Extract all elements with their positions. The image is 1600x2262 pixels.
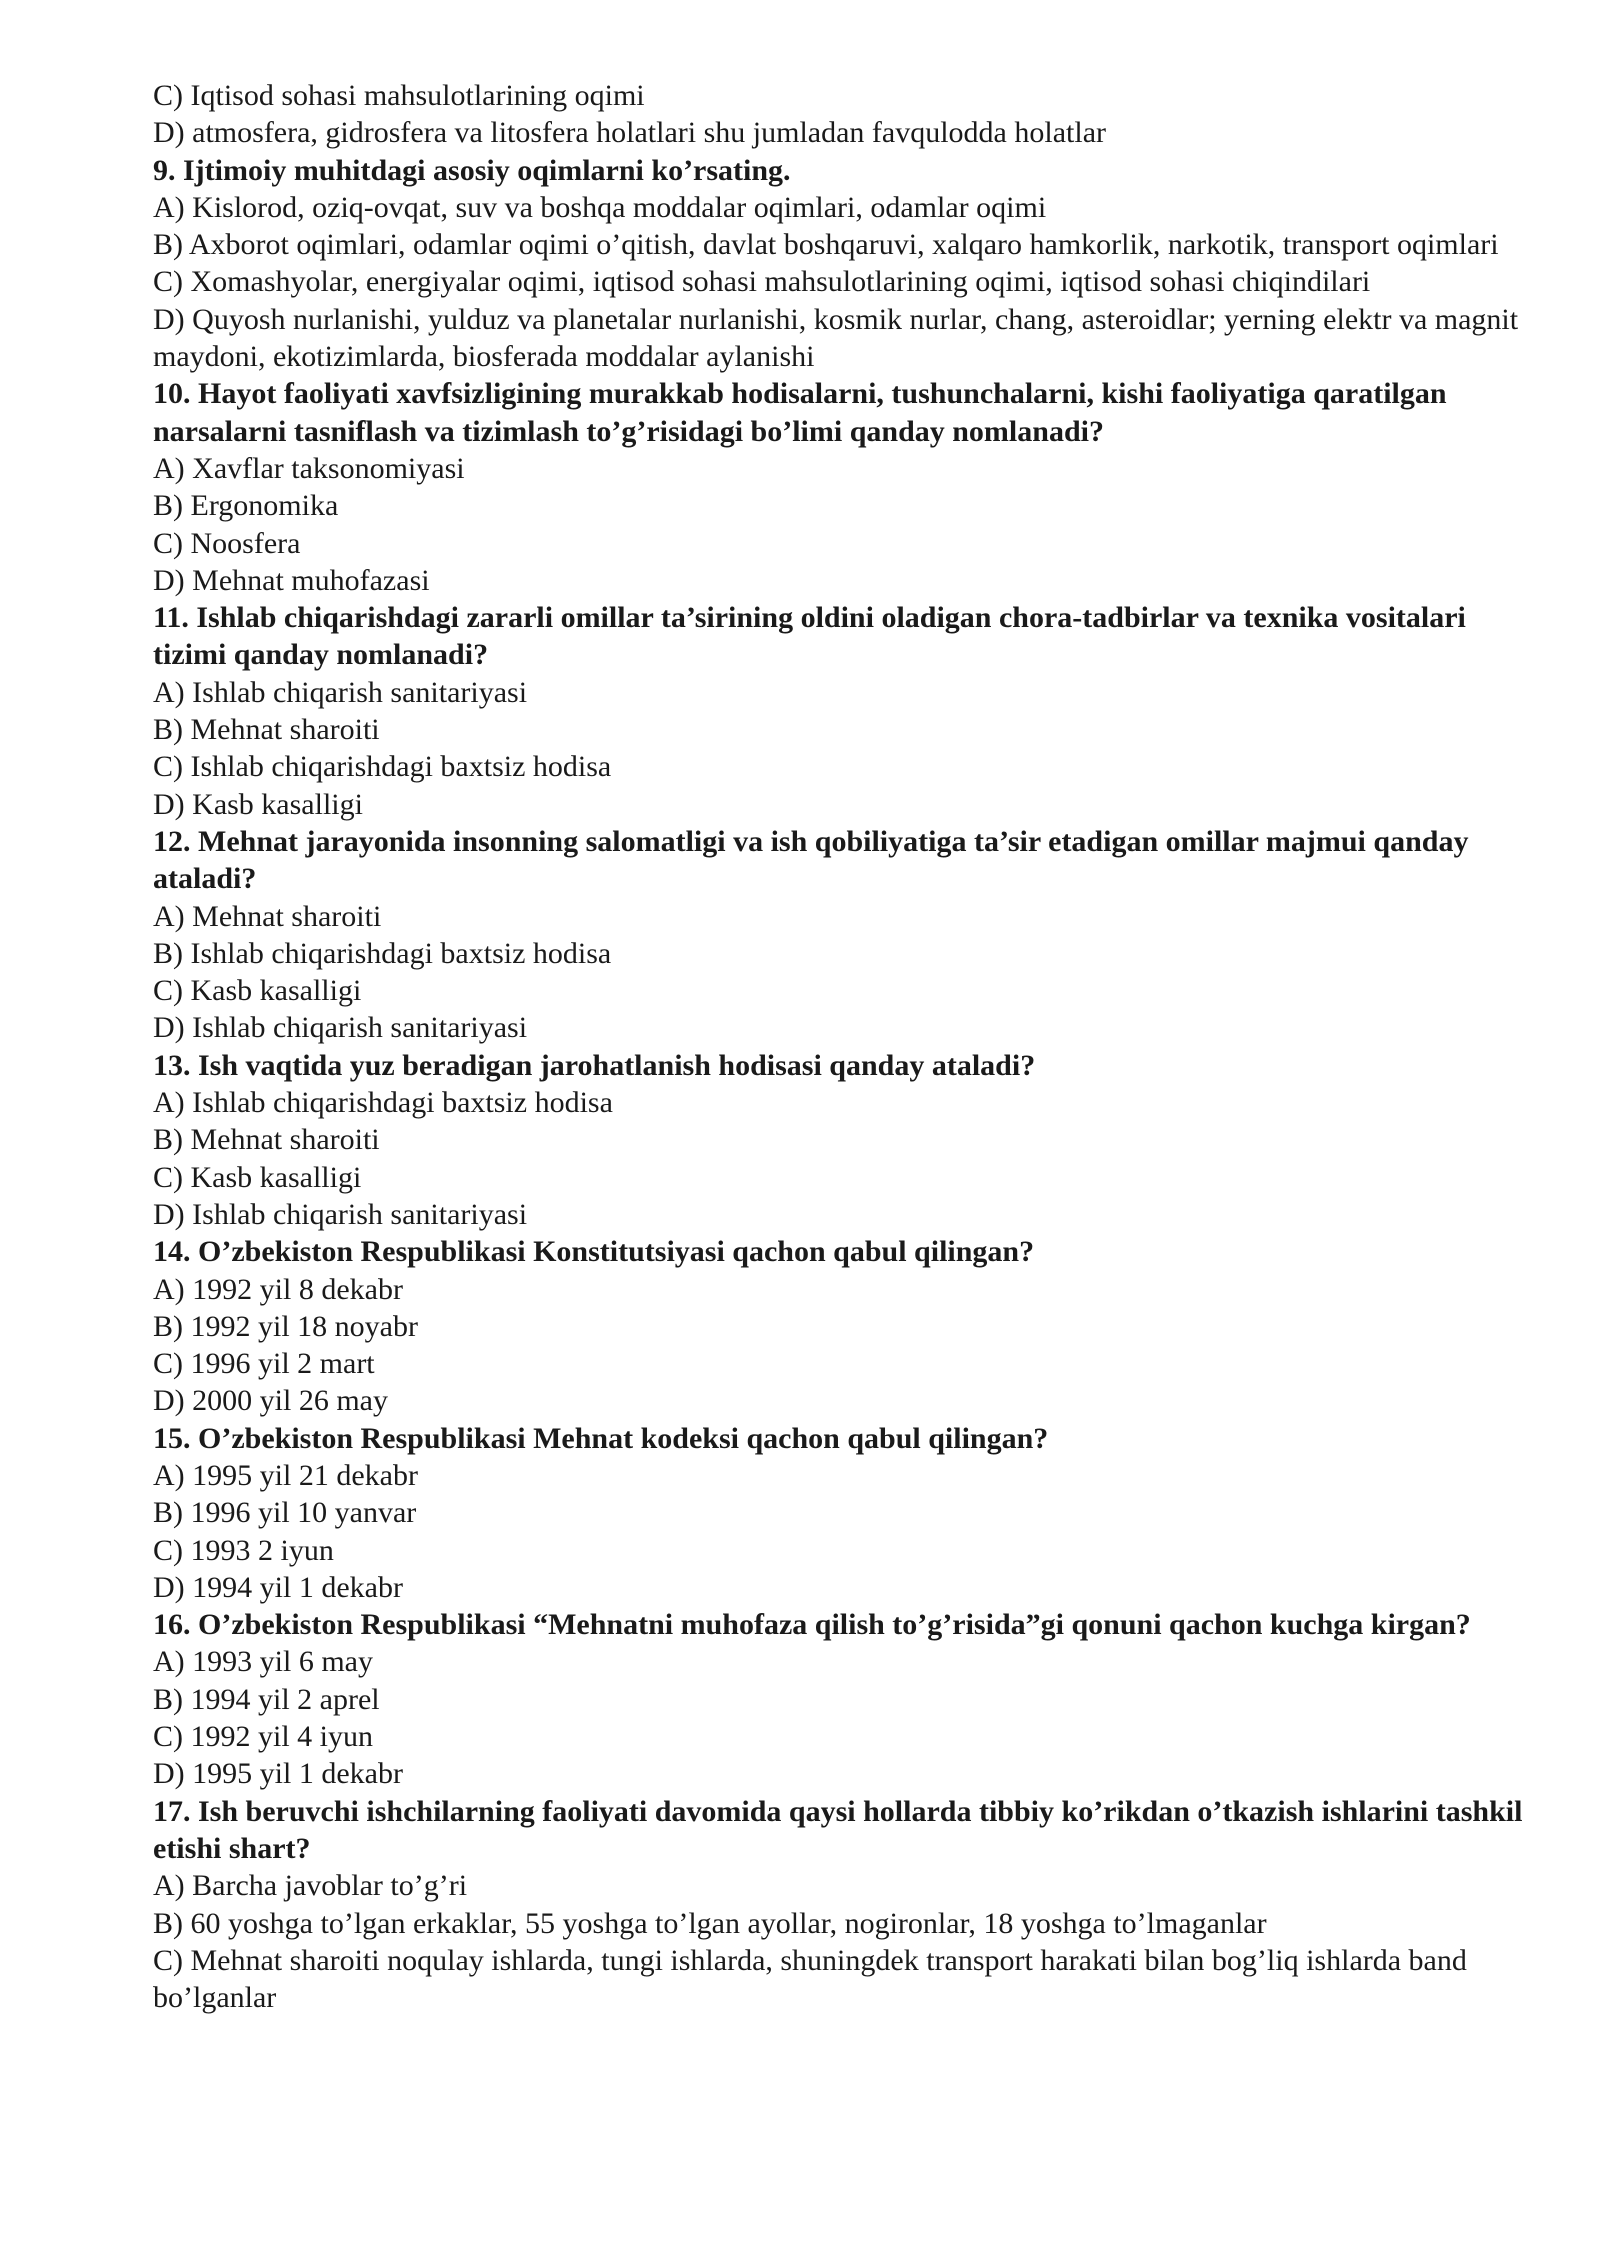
answer-option: B) Ergonomika (153, 489, 339, 523)
answer-option: D) 1994 yil 1 dekabr (153, 1570, 403, 1604)
answer-option: C) Iqtisod sohasi mahsulotlarining oqimi (153, 79, 645, 112)
question-text: 17. Ish beruvchi ishchilarning faoliyati davomida qaysi hollarda tibbiy ko’rikdan o’tkazish ishlarini tashkil etishi shart? (153, 1794, 1523, 1865)
answer-option: A) 1992 yil 8 dekabr (153, 1272, 403, 1306)
answer-option: D) Ishlab chiqarish sanitariyasi (153, 1011, 528, 1045)
question-text: 14. O’zbekiston Respublikasi Konstitutsiyasi qachon qabul qilingan? (153, 1235, 1035, 1269)
answer-option: C) Mehnat sharoiti noqulay ishlarda, tungi ishlarda, shuningdek transport harakati bilan bog’liq ishlarda band bo’lganlar (153, 1943, 1467, 2015)
answer-option: B) 1994 yil 2 aprel (153, 1682, 380, 1716)
answer-option: B) 1996 yil 10 yanvar (153, 1496, 417, 1530)
answer-option: B) 60 yoshga to’lgan erkaklar, 55 yoshga to’lgan ayollar, nogironlar, 18 yoshga to’lmaganlar (153, 1906, 1267, 1940)
answer-option: D) Ishlab chiqarish sanitariyasi (153, 1197, 528, 1231)
answer-option: D) atmosfera, gidrosfera va litosfera holatlari shu jumladan favqulodda holatlar (153, 116, 1106, 150)
answer-option: C) Xomashyolar, energiyalar oqimi, iqtisod sohasi mahsulotlarining oqimi, iqtisod sohasi chiqindilari (153, 265, 1371, 299)
answer-option: C) Noosfera (153, 526, 301, 560)
answer-option: D) Kasb kasalligi (153, 787, 363, 821)
answer-option: B) Mehnat sharoiti (153, 1123, 380, 1157)
question-text: 13. Ish vaqtida yuz beradigan jarohatlanish hodisasi qanday ataladi? (153, 1048, 1036, 1082)
answer-option: A) Xavflar taksonomiyasi (153, 451, 465, 485)
answer-option: A) Ishlab chiqarish sanitariyasi (153, 675, 528, 709)
answer-option: B) 1992 yil 18 noyabr (153, 1309, 418, 1343)
question-text: 10. Hayot faoliyati xavfsizligining murakkab hodisalarni, tushunchalarni, kishi faoliyatiga qaratilgan narsalarni tasniflash va tizimlash to’g’risidagi bo’limi qanday nomlanadi? (153, 377, 1447, 448)
answer-option: A) Barcha javoblar to’g’ri (153, 1869, 468, 1903)
answer-option: B) Ishlab chiqarishdagi baxtsiz hodisa (153, 936, 612, 970)
answer-option: A) Ishlab chiqarishdagi baxtsiz hodisa (153, 1086, 613, 1120)
question-text: 12. Mehnat jarayonida insonning salomatligi va ish qobiliyatiga ta’sir etadigan omillar majmui qanday ataladi? (153, 824, 1469, 896)
answer-option: D) 1995 yil 1 dekabr (153, 1757, 403, 1791)
answer-option: C) Kasb kasalligi (153, 974, 362, 1008)
answer-option: A) Kislorod, oziq-ovqat, suv va boshqa moddalar oqimlari, odamlar oqimi (153, 190, 1047, 224)
answer-option: D) Quyosh nurlanishi, yulduz va planetalar nurlanishi, kosmik nurlar, chang, asteroidlar; yerning elektr va magnit maydoni, ekotizimlarda, biosferada moddalar aylanishi (153, 302, 1519, 374)
answer-option: C) 1996 yil 2 mart (153, 1347, 375, 1381)
answer-option: D) Mehnat muhofazasi (153, 563, 430, 597)
question-text: 15. O’zbekiston Respublikasi Mehnat kodeksi qachon qabul qilingan? (153, 1421, 1049, 1455)
answer-option: A) 1993 yil 6 may (153, 1645, 373, 1679)
answer-option: C) 1993 2 iyun (153, 1533, 334, 1567)
answer-option: C) Kasb kasalligi (153, 1160, 362, 1194)
answer-option: C) Ishlab chiqarishdagi baxtsiz hodisa (153, 750, 612, 784)
document-page (153, 77, 1533, 2016)
answer-option: A) 1995 yil 21 dekabr (153, 1458, 418, 1492)
question-text: 11. Ishlab chiqarishdagi zararli omillar ta’sirining oldini oladigan chora-tadbirlar va texnika vositalari tizimi qanday nomlanadi? (153, 601, 1466, 672)
answer-option: B) Mehnat sharoiti (153, 713, 380, 747)
question-text: 9. Ijtimoiy muhitdagi asosiy oqimlarni ko’rsating. (153, 153, 791, 187)
answer-option: D) 2000 yil 26 may (153, 1384, 388, 1418)
question-text: 16. O’zbekiston Respublikasi “Mehnatni muhofaza qilish to’g’risida”gi qonuni qachon kuchga kirgan? (153, 1608, 1471, 1642)
answer-option: B) Axborot oqimlari, odamlar oqimi o’qitish, davlat boshqaruvi, xalqaro hamkorlik, narkotik, transport oqimlari (153, 228, 1499, 262)
answer-option: C) 1992 yil 4 iyun (153, 1720, 374, 1754)
answer-option: A) Mehnat sharoiti (153, 899, 382, 933)
